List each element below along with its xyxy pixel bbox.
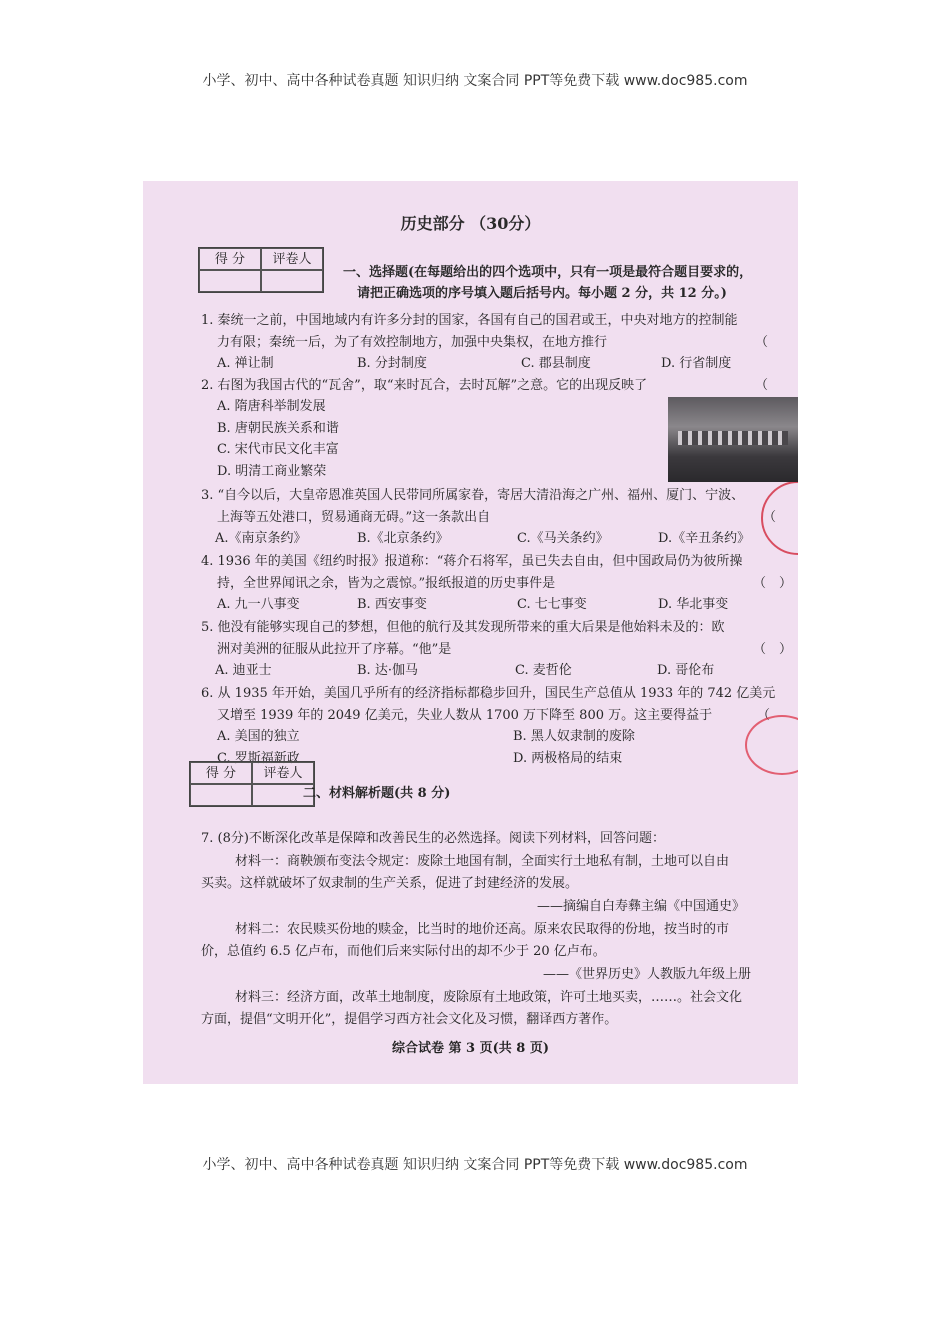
section2-heading: 二、材料解析题(共 8 分) [303, 786, 451, 801]
q3-answer-bracket: （ [763, 510, 777, 525]
q6-answer-bracket: （ [757, 708, 771, 723]
q7-material1: 材料一：商鞅颁布变法令规定：废除土地国有制，全面实行土地私有制，土地可以自由 [235, 854, 730, 869]
q6-option-d: D. 两极格局的结束 [513, 751, 623, 766]
q3-stem: 3. “自今以后，大皇帝恩准英国人民带同所属家眷，寄居大清沿海之广州、福州、厦门、宁波、 [201, 488, 745, 503]
q1-stem: 1. 秦统一之前，中国地域内有许多分封的国家，各国有自己的国君或王，中央对地方的控制能 [201, 313, 738, 328]
site-banner-bottom: 小学、初中、高中各种试卷真题 知识归纳 文案合同 PPT等免费下载 www.doc985.com [202, 1157, 748, 1173]
q2-option-a: A. 隋唐科举制发展 [217, 399, 326, 414]
exam-scan [143, 181, 798, 1084]
grader-label: 评卷人 [252, 762, 314, 784]
q5-stem-cont: 洲对美洲的征服从此拉开了序幕。“他”是 [217, 642, 452, 657]
section1-heading: 一、选择题(在每题给出的四个选项中，只有一项是最符合题目要求的， [343, 265, 753, 280]
q2-stem: 2. 右图为我国古代的“瓦舍”，取“来时瓦合，去时瓦解”之意。它的出现反映了 [201, 378, 648, 393]
section1-heading-cont: 请把正确选项的序号填入题后括号内。每小题 2 分，共 12 分。) [357, 286, 727, 301]
q3-option-a: A.《南京条约》 [215, 531, 307, 546]
q6-option-c: C. 罗斯福新政 [217, 751, 300, 766]
q4-answer-bracket: （ ） [753, 576, 793, 591]
grader-cell [261, 270, 323, 292]
q4-option-a: A. 九一八事变 [217, 597, 300, 612]
q6-stem-cont: 又增至 1939 年的 2049 亿美元，失业人数从 1700 万下降至 800 万。这主要得益于 [217, 708, 713, 723]
q5-option-a: A. 迪亚士 [215, 663, 272, 678]
q2-option-b: B. 唐朝民族关系和谐 [217, 421, 339, 436]
q7-material2-cont: 价，总值约 6.5 亿卢布，而他们后来实际付出的却不少于 20 亿卢布。 [201, 944, 606, 959]
q1-option-b: B. 分封制度 [357, 356, 427, 371]
score-box [198, 247, 324, 293]
q4-option-b: B. 西安事变 [357, 597, 427, 612]
q3-stem-cont: 上海等五处港口，贸易通商无碍。”这一条款出自 [217, 510, 491, 525]
q1-option-d: D. 行省制度 [661, 356, 732, 371]
q7-material1-source: ——摘编自白寿彝主编《中国通史》 [537, 899, 746, 914]
site-banner-top: 小学、初中、高中各种试卷真题 知识归纳 文案合同 PPT等免费下载 www.doc985.com [202, 73, 748, 89]
q7-intro: 7. (8分)不断深化改革是保障和改善民生的必然选择。阅读下列材料，回答问题： [201, 831, 665, 846]
grader-label: 评卷人 [261, 248, 323, 270]
q1-answer-bracket: （ [755, 335, 769, 350]
q5-option-c: C. 麦哲伦 [515, 663, 572, 678]
q3-option-c: C.《马关条约》 [517, 531, 609, 546]
wa-she-photo [668, 397, 798, 482]
q5-option-d: D. 哥伦布 [657, 663, 715, 678]
q7-material1-cont: 买卖。这样就破坏了奴隶制的生产关系，促进了封建经济的发展。 [201, 876, 579, 891]
q3-option-b: B.《北京条约》 [357, 531, 449, 546]
q2-answer-bracket: （ [755, 378, 769, 393]
q3-option-d: D.《辛丑条约》 [658, 531, 751, 546]
q7-material2-source: ——《世界历史》人教版九年级上册 [543, 967, 752, 982]
q6-option-a: A. 美国的独立 [217, 729, 300, 744]
q2-option-c: C. 宋代市民文化丰富 [217, 442, 339, 457]
score-cell [190, 784, 252, 806]
q4-stem-cont: 持，全世界闻讯之余，皆为之震惊。”报纸报道的历史事件是 [217, 576, 556, 591]
q4-option-c: C. 七七事变 [517, 597, 587, 612]
q1-option-c: C. 郡县制度 [521, 356, 591, 371]
red-seal-stamp-2 [745, 715, 798, 775]
red-seal-stamp [761, 481, 798, 555]
score-cell [199, 270, 261, 292]
page-footer: 综合试卷 第 3 页(共 8 页) [391, 1041, 550, 1056]
q4-stem: 4. 1936 年的美国《纽约时报》报道称：“蒋介石将军，虽已失去自由，但中国政局仍为彼所操 [201, 554, 743, 569]
score-box-2 [189, 761, 315, 807]
q5-option-b: B. 达·伽马 [357, 663, 418, 678]
q7-material3-cont: 方面，提倡“文明开化”，提倡学习西方社会文化及习惯，翻译西方著作。 [201, 1012, 618, 1027]
q7-material2: 材料二：农民赎买份地的赎金，比当时的地价还高。原来农民取得的份地，按当时的市 [235, 922, 730, 937]
q5-answer-bracket: （ ） [753, 642, 793, 657]
page-title: 历史部分 （30分） [400, 214, 541, 233]
q1-stem-cont: 力有限；秦统一后，为了有效控制地方，加强中央集权，在地方推行 [217, 335, 608, 350]
score-label: 得 分 [190, 762, 252, 784]
q2-option-d: D. 明清工商业繁荣 [217, 464, 327, 479]
score-label: 得 分 [199, 248, 261, 270]
q6-option-b: B. 黑人奴隶制的废除 [513, 729, 635, 744]
q5-stem: 5. 他没有能够实现自己的梦想，但他的航行及其发现所带来的重大后果是他始料未及的：欧 [201, 620, 725, 635]
q4-option-d: D. 华北事变 [658, 597, 729, 612]
q7-material3: 材料三：经济方面，改革土地制度，废除原有土地政策，许可土地买卖，……。社会文化 [235, 990, 743, 1005]
q6-stem: 6. 从 1935 年开始，美国几乎所有的经济指标都稳步回升，国民生产总值从 1933 年的 742 亿美元 [201, 686, 776, 701]
q1-option-a: A. 禅让制 [217, 356, 274, 371]
